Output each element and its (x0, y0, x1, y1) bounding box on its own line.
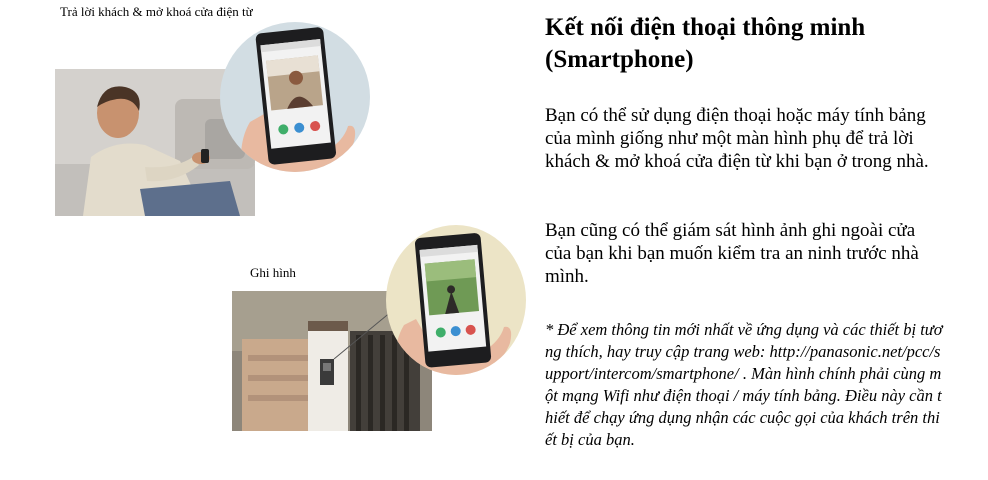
phone-answer-bubble (220, 22, 370, 172)
paragraph-monitoring: Bạn cũng có thể giám sát hình ảnh ghi ngoài cửa của bạn khi bạn muốn kiểm tra an ninh trước nhà mình. (545, 220, 919, 287)
caption-answer-unlock: Trả lời khách & mở khoá cửa điện từ (60, 4, 253, 19)
phone-call-illustration (220, 22, 370, 172)
caption-recording: Ghi hình (250, 265, 296, 280)
paragraph-answer-unlock: Bạn có thể sử dụng điện thoại hoặc máy tính bảng của mình giống như một màn hình phụ để trả lời khách & mở khoá cửa điện từ khi bạn ở trong nhà. (545, 105, 929, 172)
footnote-app-info: * Để xem thông tin mới nhất về ứng dụng và các thiết bị tương thích, hay truy cập trang web: http://panasonic.net/pcc/support/intercom/smartphone/ . Màn hình chính phải cùng một mạng Wifi như điện thoại / máy tính bảng. Điều này cần thiết để chạy ứng dụng nhận các cuộc gọi của khách trên thiết bị của bạn. (545, 320, 943, 449)
phone-recording-illustration (386, 225, 526, 375)
section-title: Kết nối điện thoại thông minh (Smartphone) (545, 14, 866, 73)
phone-recording-bubble (386, 225, 526, 375)
